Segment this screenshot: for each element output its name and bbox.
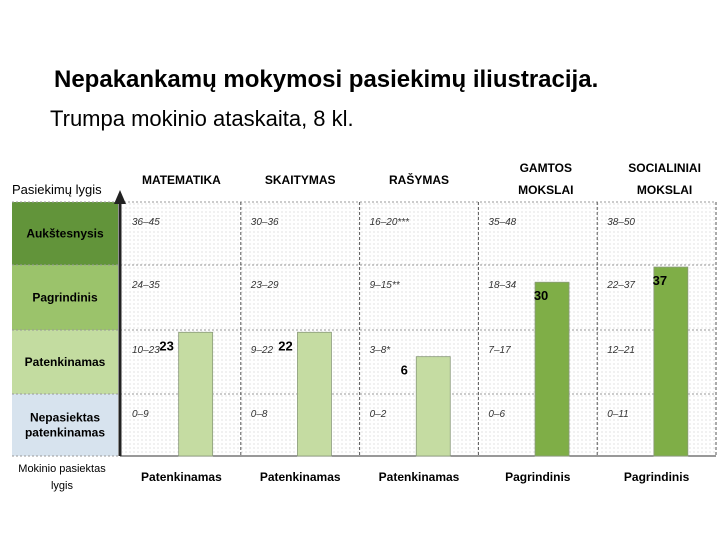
subject-header: GAMTOS [519,161,573,175]
subject-header: MATEMATIKA [141,173,221,187]
range-label: 18–34 [488,280,517,291]
level-label: Nepasiektas [29,410,101,425]
level-label: Pagrindinis [32,290,98,305]
level-label: Aukštesnysis [26,226,104,241]
range-label: 23–29 [250,280,279,291]
y-axis-title: Pasiekimų lygis [12,182,102,197]
data-label: 30 [533,288,549,304]
bar [179,332,213,456]
range-label: 9–22 [250,345,274,356]
range-label: 12–21 [607,345,636,356]
range-label: 22–37 [607,280,636,291]
range-label: 0–8 [250,409,268,420]
range-label: 0–6 [488,409,506,420]
range-label: 3–8* [369,345,391,356]
range-label: 16–20*** [369,217,410,228]
range-label: 36–45 [132,217,160,228]
range-label: 0–9 [132,409,149,420]
level-label: Patenkinamas [24,355,106,369]
bar [535,282,569,456]
subject-header: SOCIALINIAI [628,161,701,175]
data-label: 22 [278,338,293,354]
bar [416,357,450,456]
level-label: patenkinamas [24,425,106,440]
range-label: 10–23 [132,345,160,356]
subject-header: SKAITYMAS [264,173,336,187]
achieved-level-label: Pagrindinis [505,470,571,484]
page-title: Nepakankamų mokymosi pasiekimų iliustracija. [54,66,599,93]
bar [297,332,331,456]
range-label: 9–15** [369,280,400,291]
range-label: 30–36 [250,217,279,228]
data-label: 23 [159,338,174,354]
subject-header: MOKSLAI [636,183,693,197]
range-label: 35–48 [488,217,517,228]
bar [654,267,688,456]
subject-header: RAŠYMAS [388,173,450,187]
data-label: 37 [652,273,668,289]
achieved-level-label: Patenkinamas [378,470,460,484]
achievement-chart [0,150,720,495]
subject-header: MOKSLAI [518,183,574,197]
range-label: 38–50 [607,217,636,228]
achieved-level-label: Pagrindinis [623,470,690,484]
range-label: 24–35 [132,280,160,291]
data-label: 6 [400,362,408,378]
achieved-level-label: Patenkinamas [259,470,341,484]
y-axis-arrow-head [114,190,126,204]
range-label: 0–2 [369,409,387,420]
range-label: 7–17 [488,345,511,356]
x-axis-title: Mokinio pasiektas [18,463,106,475]
range-label: 0–11 [607,409,629,420]
x-axis-title: lygis [50,480,74,492]
achieved-level-label: Patenkinamas [141,470,222,484]
page-subtitle: Trumpa mokinio ataskaita, 8 kl. [50,106,354,131]
